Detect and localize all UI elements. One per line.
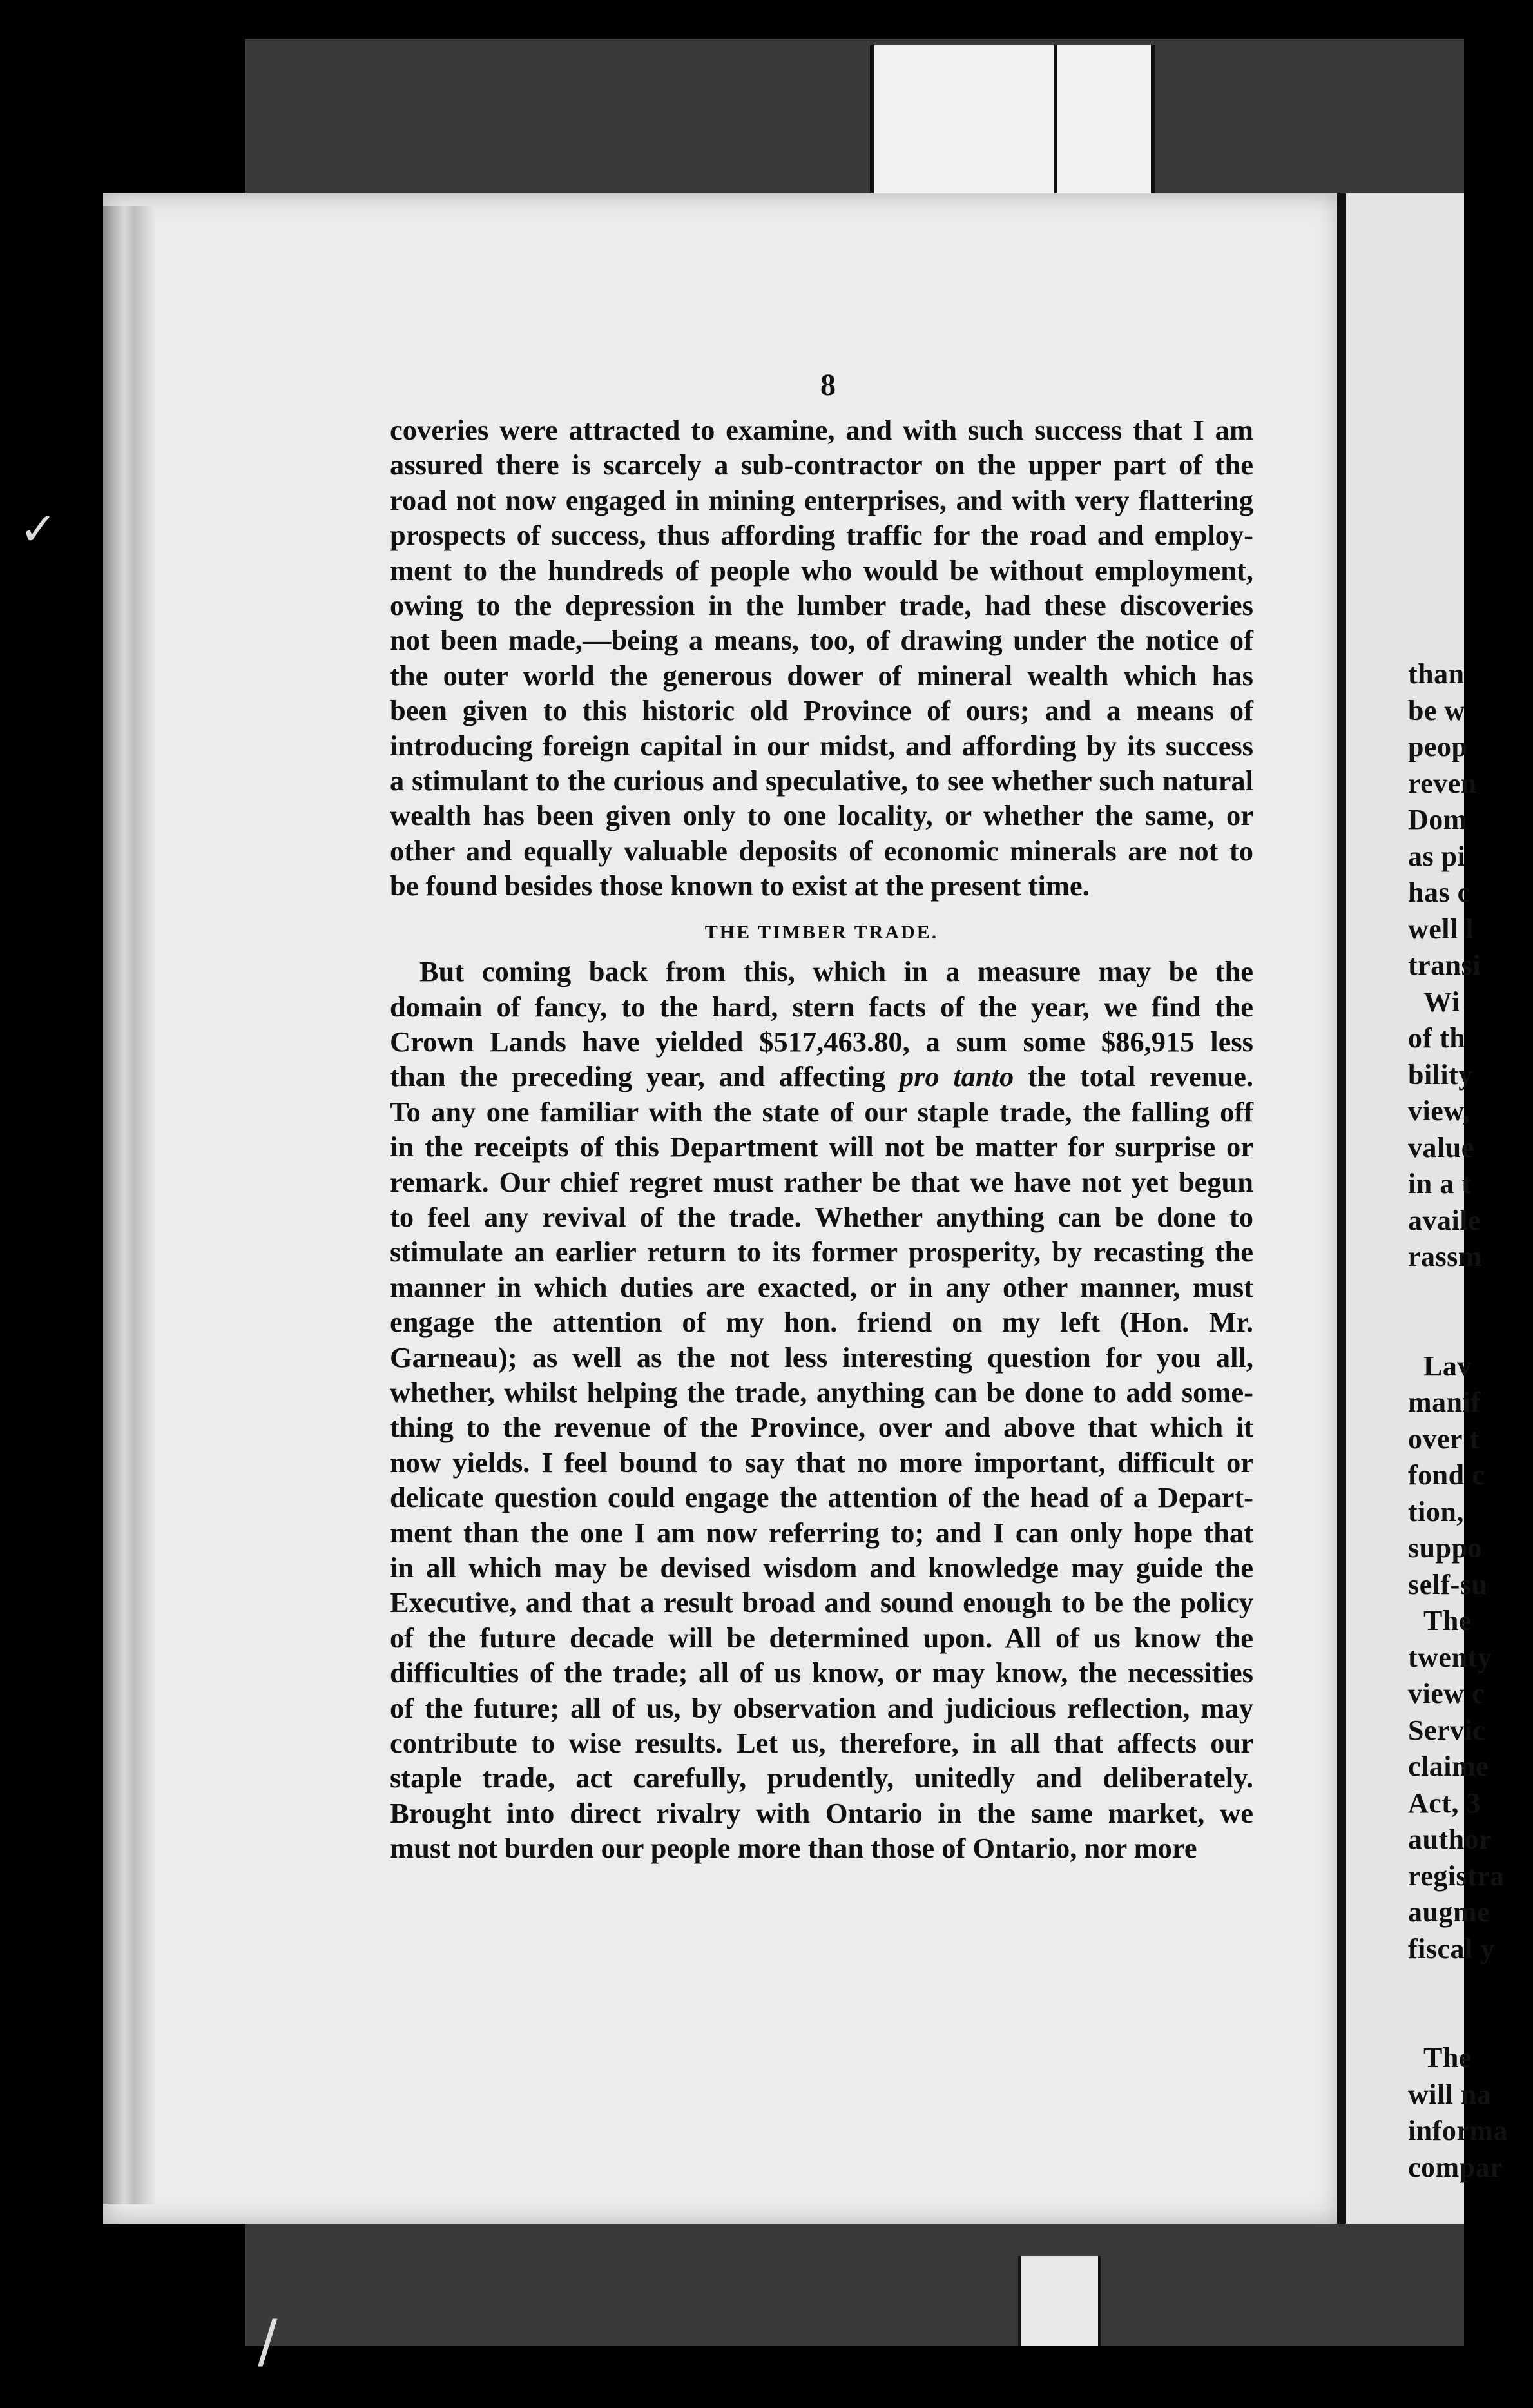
text-line: prospects of success, thus affording traffic for the road and employ- (390, 519, 1253, 552)
facing-text-fragment: suppo (1408, 1532, 1483, 1564)
text-line: other and equally valuable deposits of economic minerals are not to (390, 834, 1253, 867)
text-line: must not burden our people more than those of Ontario, nor more (390, 1832, 1197, 1865)
paragraph-mineral-wealth (390, 413, 1253, 904)
facing-text-fragment: Wi (1423, 986, 1460, 1018)
text-line: ment than the one I am now referring to; and I can only hope that (390, 1516, 1253, 1549)
facing-text-fragment: as pi (1408, 840, 1466, 872)
facing-text-fragment: view c (1408, 1678, 1485, 1709)
facing-text-fragment: registra (1408, 1859, 1505, 1892)
text-line: contribute to wise results. Let us, therefore, in all that affects our (390, 1727, 1253, 1760)
text-column (390, 413, 1253, 1866)
text-line: staple trade, act carefully, prudently, unitedly and deliberately. (390, 1762, 1253, 1794)
text-line: assured there is scarcely a sub-contractor on the upper part of the (390, 449, 1253, 481)
facing-text-fragment: than (1408, 658, 1465, 690)
text-line: domain of fancy, to the hard, stern facts of the year, we find the (390, 990, 1253, 1023)
facing-text-fragment: reven (1408, 767, 1477, 799)
text-line: of the future decade will be determined upon. All of us know the (390, 1621, 1253, 1654)
text-line: be found besides those known to exist at the present time. (390, 869, 1090, 902)
facing-text-fragment: has c (1408, 877, 1470, 908)
facing-text-fragment: be w (1408, 694, 1465, 726)
facing-text-fragment: author (1408, 1823, 1492, 1855)
facing-text-fragment: self-su (1408, 1568, 1488, 1600)
facing-text-fragment: Act, 3 (1408, 1787, 1481, 1819)
text-line: to feel any revival of the trade. Whether anything can be done to (390, 1200, 1253, 1233)
page-number: 8 (820, 368, 836, 402)
facing-text-fragment: claime (1408, 1751, 1489, 1782)
text-line: not been made,—being a means, too, of drawing under the notice of (390, 624, 1253, 657)
text-line: road not now engaged in mining enterprises, and with very flattering (390, 483, 1253, 516)
facing-text-fragment: over t (1408, 1422, 1480, 1455)
scan-background-top (245, 39, 1464, 200)
facing-text-fragment: manif (1408, 1386, 1481, 1418)
text-line: But coming back from this, which in a measure may be the (419, 955, 1253, 988)
scan-background-bottom (245, 2217, 1464, 2346)
facing-text-fragment: of th (1408, 1022, 1466, 1054)
page-binding-edge (103, 206, 155, 2204)
text-line: Garneau); as well as the not less interesting question for you all, (390, 1341, 1253, 1374)
text-line: in all which may be devised wisdom and knowledge may guide the (390, 1551, 1253, 1584)
text-line: been given to this historic old Province of ours; and a means of (390, 694, 1253, 727)
page-gutter (1337, 193, 1346, 2224)
text-line: ment to the hundreds of people who would be without employment, (390, 554, 1253, 587)
facing-text-fragment: The (1423, 1605, 1472, 1636)
text-line: introducing foreign capital in our midst, and affording by its success (390, 729, 1253, 762)
facing-text-fragment: bility (1408, 1058, 1473, 1091)
text-line: wealth has been given only to one locality, or whether the same, or (390, 799, 1253, 832)
facing-text-fragment: tion, (1408, 1495, 1464, 1528)
text-line: than the preceding year, and affecting pro tanto the total revenue. (390, 1060, 1254, 1093)
facing-text-fragment: twenty (1408, 1641, 1492, 1673)
text-line: owing to the depression in the lumber trade, had these discoveries (390, 589, 1253, 622)
facing-text-fragment: compar (1408, 2151, 1503, 2183)
text-line: a stimulant to the curious and speculative, to see whether such natural (390, 764, 1253, 797)
facing-text-fragment: augme (1408, 1896, 1490, 1928)
page-clip-top (870, 45, 1155, 193)
facing-text-fragment: The (1423, 2042, 1472, 2073)
facing-text-fragment: fiscal y (1408, 1932, 1495, 1965)
text-line: manner in which duties are exacted, or in any other manner, must (390, 1270, 1253, 1303)
text-line: Executive, and that a result broad and sound enough to be the policy (390, 1586, 1253, 1619)
facing-text-fragment: Servic (1408, 1714, 1486, 1746)
page-clip-bottom (1018, 2256, 1101, 2346)
facing-text-fragment: availe (1408, 1204, 1481, 1236)
text-line: Brought into direct rivalry with Ontario in the same market, we (390, 1796, 1253, 1829)
section-heading: THE TIMBER TRADE. (704, 921, 939, 943)
facing-text-fragment: Lav (1423, 1350, 1472, 1382)
text-line: whether, whilst helping the trade, anything can be done to add some- (390, 1375, 1253, 1408)
facing-text-fragment: value (1408, 1131, 1474, 1163)
text-line: Crown Lands have yielded $517,463.80, a sum some $86,915 less (390, 1025, 1253, 1058)
text-line: remark. Our chief regret must rather be that we have not yet begun (390, 1165, 1253, 1198)
text-line: of the future; all of us, by observation and judicious reflection, may (390, 1691, 1253, 1724)
text-line: difficulties of the trade; all of us know, or may know, the necessities (390, 1656, 1253, 1689)
facing-text-fragment: informa (1408, 2115, 1509, 2146)
facing-text-fragment: will na (1408, 2078, 1492, 2110)
text-line: delicate question could engage the attention of the head of a Depart- (390, 1481, 1253, 1514)
text-line: now yields. I feel bound to say that no more important, difficult or (390, 1446, 1253, 1479)
margin-mark-icon: ✓ (19, 503, 57, 556)
facing-text-fragment: rassm (1408, 1241, 1482, 1272)
facing-text-fragment: transi (1408, 949, 1481, 981)
text-line: coveries were attracted to examine, and with such success that I am (390, 414, 1253, 446)
margin-slash-icon: / (258, 2307, 278, 2375)
facing-text-fragment: peop (1408, 731, 1468, 762)
facing-text-fragment: fond c (1408, 1459, 1485, 1491)
facing-text-fragment: well l (1408, 913, 1474, 945)
paragraph-timber-trade (390, 954, 1253, 1866)
text-line: To any one familiar with the state of our staple trade, the falling off (390, 1095, 1253, 1128)
text-line: stimulate an earlier return to its former prosperity, by recasting the (390, 1236, 1253, 1268)
facing-text-fragment: Dom (1408, 804, 1467, 835)
text-line: thing to the revenue of the Province, over and above that which it (390, 1411, 1253, 1444)
text-line: in the receipts of this Department will not be matter for surprise or (390, 1131, 1253, 1163)
text-line: the outer world the generous dower of mineral wealth which has (390, 659, 1253, 692)
facing-text-fragment: view, (1408, 1095, 1470, 1127)
facing-text-fragment: in a t (1408, 1168, 1472, 1199)
facing-page (1346, 193, 1509, 2224)
text-line: engage the attention of my hon. friend on my left (Hon. Mr. (390, 1306, 1253, 1339)
